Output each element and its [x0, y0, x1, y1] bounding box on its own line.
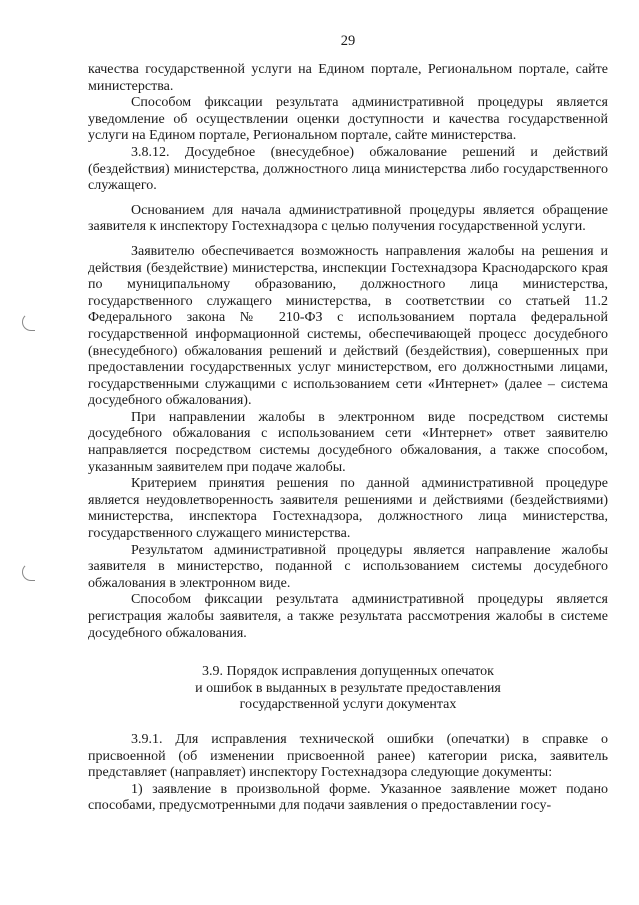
paragraph-3-9-1: 3.9.1. Для исправления технической ошибки (опечатки) в справке о присвоенной (об изменении присвоенной ранее) категории риска, заявитель представляет (направляет) инспектору Гостехнадзора следующие документы: [88, 731, 608, 781]
document-body [88, 62, 608, 815]
paragraph-electronic-complaint: При направлении жалобы в электронном виде посредством системы досудебного обжалования с использованием сети «Интернет» ответ заявителю направляется посредством системы досудебного обжалования, а также способом, указанным заявителем при подаче жалобы. [88, 409, 608, 475]
document-page [88, 0, 608, 905]
paragraph-3-8-12: 3.8.12. Досудебное (внесудебное) обжалование решений и действий (бездействия) министерства, должностного лица министерства либо государственного служащего. [88, 144, 608, 194]
paragraph-result-fixation: Способом фиксации результата административной процедуры является регистрация жалобы заявителя, а также результата рассмотрения жалобы в системе досудебного обжалования. [88, 592, 608, 641]
heading-line-1: 3.9. Порядок исправления допущенных опечаток [202, 664, 494, 680]
section-heading-3-9 [88, 664, 608, 714]
heading-line-2: и ошибок в выданных в результате предоставления [195, 680, 501, 696]
paragraph-decision-criterion: Критерием принятия решения по данной административной процедуре является неудовлетворенность заявителя решениями и действиями (бездействиями) министерства, инспектора Гостехнадзора, должностного лица министерства, государственного служащего министерства. [88, 476, 608, 542]
paragraph-procedure-basis: Основанием для начала административной процедуры является обращение заявителя к инспектору Гостехнадзора с целью получения государственной услуги. [88, 202, 608, 235]
punch-hole-mark-icon [22, 313, 35, 331]
page-number: 29 [340, 33, 356, 49]
paragraph-continuation: качества государственной услуги на Едином портале, Региональном портале, сайте министерства. [88, 62, 608, 94]
punch-hole-mark-icon [22, 563, 35, 581]
heading-line-3: государственной услуги документах [239, 697, 457, 713]
paragraph-procedure-result: Результатом административной процедуры является направление жалобы заявителя в министерство, поданной с использованием системы досудебного обжалования в электронном виде. [88, 542, 608, 591]
paragraph-fixation-method: Способом фиксации результата административной процедуры является уведомление об осуществлении оценки доступности и качества государственной услуги на Едином портале, Региональном портале, сайте министерства. [88, 95, 608, 144]
paragraph-complaint-right: Заявителю обеспечивается возможность направления жалобы на решения и действия (бездействие) министерства, инспекции Гостехнадзора Краснодарского края по муниципальному образованию, должностного лица министерства, государственного служащего министерства, в соответствии со статьей 11.2 Федерального закона № 210-ФЗ с использованием портала федеральной государственной информационной системы, обеспечивающей процесс досудебного (внесудебного) обжалования решений и действий (бездействия), совершенных при предоставлении государственных услуг министерством, его должностными лицами, государственными служащими с использованием сети «Интернет» (далее – система досудебного обжалования). [88, 243, 608, 409]
paragraph-list-item-1: 1) заявление в произвольной форме. Указанное заявление может подано способами, предусмотренными для подачи заявления о предоставлении госу- [88, 781, 608, 814]
